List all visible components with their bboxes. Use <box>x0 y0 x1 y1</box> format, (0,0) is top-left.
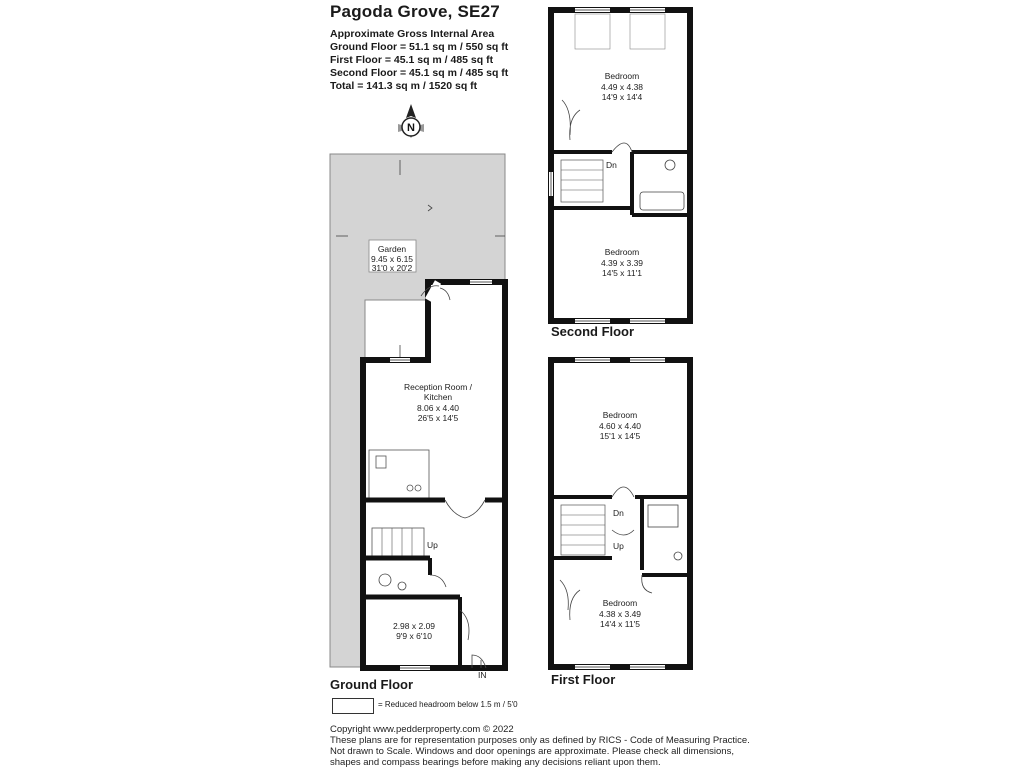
compass-icon <box>398 104 424 138</box>
second-front-metric: 4.39 x 3.39 <box>600 258 644 268</box>
first-floor-label: First Floor <box>551 672 616 687</box>
ground-floor-label: Ground Floor <box>330 677 414 692</box>
reception-name2: Kitchen <box>423 392 453 402</box>
first-rear-name: Bedroom <box>602 410 638 420</box>
first-rear-metric: 4.60 x 4.40 <box>598 421 642 431</box>
ground-up-label: Up <box>427 540 438 550</box>
first-front-imperial: 14'4 x 11'5 <box>600 619 640 629</box>
legend-text: = Reduced headroom below 1.5 m / 5'0 <box>378 700 518 709</box>
plan-title: Pagoda Grove, SE27 <box>330 2 500 21</box>
second-rear-metric: 4.49 x 4.38 <box>600 82 644 92</box>
compass-letter: N <box>407 122 415 134</box>
second-floor-label: Second Floor <box>551 324 635 339</box>
area-ground: Ground Floor = 51.1 sq m / 550 sq ft <box>330 41 509 53</box>
second-front-name: Bedroom <box>604 247 640 257</box>
garden-name: Garden <box>377 244 407 254</box>
garden-imperial: 31'0 x 20'2 <box>371 263 413 273</box>
reception-metric: 8.06 x 4.40 <box>416 403 460 413</box>
first-front-metric: 4.38 x 3.49 <box>598 609 642 619</box>
garden-metric: 9.45 x 6.15 <box>370 254 414 264</box>
ground-front-imperial: 9'9 x 6'10 <box>396 631 432 641</box>
area-heading: Approximate Gross Internal Area <box>330 28 495 40</box>
entrance-label: IN <box>478 670 487 680</box>
second-front-imperial: 14'5 x 11'1 <box>602 268 642 278</box>
disclaimer-line-1: These plans are for representation purposes only as defined by RICS - Code of Measuring Practice. <box>330 735 750 746</box>
disclaimer-line-3: shapes and compass bearings before making any decisions reliant upon them. <box>330 757 661 768</box>
first-front-name: Bedroom <box>602 598 638 608</box>
reception-name: Reception Room / <box>403 382 473 392</box>
copyright-text: Copyright www.pedderproperty.com © 2022 <box>330 724 514 735</box>
legend-swatch <box>332 698 374 714</box>
area-first: First Floor = 45.1 sq m / 485 sq ft <box>330 54 494 66</box>
first-rear-imperial: 15'1 x 14'5 <box>599 431 641 441</box>
first-up-label: Up <box>613 541 624 551</box>
second-dn-label: Dn <box>606 160 617 170</box>
ground-front-metric: 2.98 x 2.09 <box>392 621 436 631</box>
area-total: Total = 141.3 sq m / 1520 sq ft <box>330 80 478 92</box>
disclaimer-line-2: Not drawn to Scale. Windows and door openings are approximate. Please check all dimensions, <box>330 746 734 757</box>
first-dn-label: Dn <box>613 508 624 518</box>
area-second: Second Floor = 45.1 sq m / 485 sq ft <box>330 67 509 79</box>
reception-imperial: 26'5 x 14'5 <box>417 413 459 423</box>
second-rear-imperial: 14'9 x 14'4 <box>601 92 643 102</box>
second-rear-name: Bedroom <box>604 71 640 81</box>
